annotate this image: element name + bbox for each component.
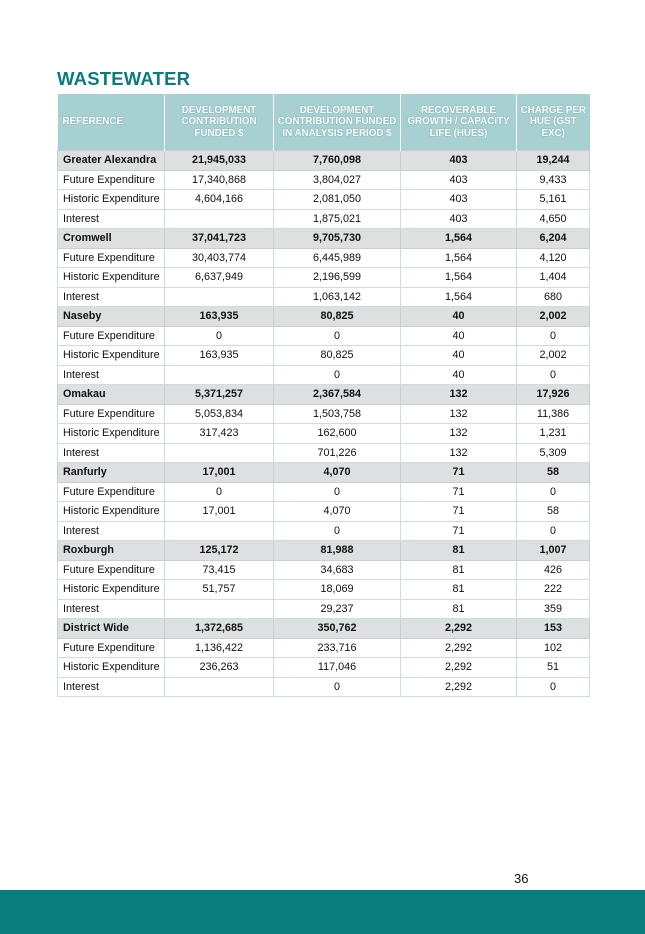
reference-cell: Interest [58, 599, 165, 619]
charge-per-hue-cell: 2,002 [517, 307, 590, 327]
table-row [58, 190, 590, 210]
recoverable-growth-cell: 81 [401, 599, 517, 619]
charge-per-hue-cell: 58 [517, 463, 590, 483]
charge-per-hue-cell: 6,204 [517, 229, 590, 249]
funded-in-period-cell: 162,600 [274, 424, 401, 444]
charge-per-hue-cell: 5,161 [517, 190, 590, 210]
funded-in-period-cell: 0 [274, 482, 401, 502]
table-group-row [58, 385, 590, 405]
reference-cell: Cromwell [58, 229, 165, 249]
recoverable-growth-cell: 71 [401, 463, 517, 483]
contribution-funded-cell: 125,172 [165, 541, 274, 561]
recoverable-growth-cell: 71 [401, 502, 517, 522]
table-group-row [58, 463, 590, 483]
contribution-funded-cell: 1,372,685 [165, 619, 274, 639]
reference-cell: Future Expenditure [58, 248, 165, 268]
table-group-row [58, 619, 590, 639]
reference-cell: Future Expenditure [58, 170, 165, 190]
recoverable-growth-cell: 132 [401, 404, 517, 424]
recoverable-growth-cell: 81 [401, 580, 517, 600]
funded-in-period-cell: 0 [274, 365, 401, 385]
column-header-recoverable-growth: RECOVERABLE GROWTH / CAPACITY LIFE (HUES) [401, 94, 517, 151]
reference-cell: Historic Expenditure [58, 658, 165, 678]
funded-in-period-cell: 1,503,758 [274, 404, 401, 424]
charge-per-hue-cell: 1,007 [517, 541, 590, 561]
reference-cell: Ranfurly [58, 463, 165, 483]
charge-per-hue-cell: 426 [517, 560, 590, 580]
development-contributions-table [57, 94, 590, 697]
charge-per-hue-cell: 680 [517, 287, 590, 307]
reference-cell: Historic Expenditure [58, 580, 165, 600]
reference-cell: Future Expenditure [58, 326, 165, 346]
contribution-funded-cell: 30,403,774 [165, 248, 274, 268]
recoverable-growth-cell: 403 [401, 170, 517, 190]
charge-per-hue-cell: 11,386 [517, 404, 590, 424]
funded-in-period-cell: 80,825 [274, 307, 401, 327]
table-row [58, 521, 590, 541]
contribution-funded-cell [165, 599, 274, 619]
contribution-funded-cell: 0 [165, 326, 274, 346]
table-row [58, 268, 590, 288]
contribution-funded-cell [165, 287, 274, 307]
contribution-funded-cell: 17,001 [165, 502, 274, 522]
table-row [58, 404, 590, 424]
contribution-funded-cell: 6,637,949 [165, 268, 274, 288]
table-row [58, 580, 590, 600]
funded-in-period-cell: 34,683 [274, 560, 401, 580]
recoverable-growth-cell: 2,292 [401, 638, 517, 658]
reference-cell: Future Expenditure [58, 482, 165, 502]
reference-cell: Greater Alexandra [58, 151, 165, 171]
column-header-charge-per-hue: CHARGE PER HUE (GST EXC) [517, 94, 590, 151]
funded-in-period-cell: 2,081,050 [274, 190, 401, 210]
reference-cell: Historic Expenditure [58, 268, 165, 288]
table-row [58, 365, 590, 385]
table-row [58, 209, 590, 229]
recoverable-growth-cell: 81 [401, 560, 517, 580]
recoverable-growth-cell: 132 [401, 443, 517, 463]
table-body [58, 151, 590, 697]
funded-in-period-cell: 3,804,027 [274, 170, 401, 190]
table-row [58, 638, 590, 658]
table-row [58, 287, 590, 307]
table-row [58, 560, 590, 580]
charge-per-hue-cell: 0 [517, 482, 590, 502]
contribution-funded-cell: 5,371,257 [165, 385, 274, 405]
charge-per-hue-cell: 1,231 [517, 424, 590, 444]
charge-per-hue-cell: 5,309 [517, 443, 590, 463]
charge-per-hue-cell: 1,404 [517, 268, 590, 288]
reference-cell: Interest [58, 677, 165, 697]
table-row [58, 658, 590, 678]
contribution-funded-cell: 17,001 [165, 463, 274, 483]
charge-per-hue-cell: 0 [517, 521, 590, 541]
funded-in-period-cell: 18,069 [274, 580, 401, 600]
reference-cell: Future Expenditure [58, 638, 165, 658]
charge-per-hue-cell: 2,002 [517, 346, 590, 366]
charge-per-hue-cell: 58 [517, 502, 590, 522]
charge-per-hue-cell: 102 [517, 638, 590, 658]
table-row [58, 599, 590, 619]
table-group-row [58, 151, 590, 171]
recoverable-growth-cell: 403 [401, 209, 517, 229]
reference-cell: Omakau [58, 385, 165, 405]
charge-per-hue-cell: 222 [517, 580, 590, 600]
funded-in-period-cell: 4,070 [274, 463, 401, 483]
funded-in-period-cell: 0 [274, 521, 401, 541]
table-row [58, 424, 590, 444]
table-row [58, 248, 590, 268]
recoverable-growth-cell: 81 [401, 541, 517, 561]
funded-in-period-cell: 0 [274, 677, 401, 697]
contribution-funded-cell: 51,757 [165, 580, 274, 600]
table-group-row [58, 307, 590, 327]
reference-cell: Historic Expenditure [58, 346, 165, 366]
contribution-funded-cell: 236,263 [165, 658, 274, 678]
funded-in-period-cell: 2,196,599 [274, 268, 401, 288]
contribution-funded-cell: 163,935 [165, 346, 274, 366]
recoverable-growth-cell: 1,564 [401, 248, 517, 268]
reference-cell: Historic Expenditure [58, 190, 165, 210]
funded-in-period-cell: 80,825 [274, 346, 401, 366]
recoverable-growth-cell: 1,564 [401, 287, 517, 307]
contribution-funded-cell [165, 209, 274, 229]
recoverable-growth-cell: 2,292 [401, 658, 517, 678]
reference-cell: Historic Expenditure [58, 424, 165, 444]
contribution-funded-cell [165, 677, 274, 697]
charge-per-hue-cell: 0 [517, 326, 590, 346]
contribution-funded-cell: 37,041,723 [165, 229, 274, 249]
funded-in-period-cell: 9,705,730 [274, 229, 401, 249]
table-row [58, 170, 590, 190]
reference-cell: Interest [58, 209, 165, 229]
contribution-funded-cell [165, 521, 274, 541]
recoverable-growth-cell: 71 [401, 482, 517, 502]
funded-in-period-cell: 2,367,584 [274, 385, 401, 405]
contribution-funded-cell: 17,340,868 [165, 170, 274, 190]
charge-per-hue-cell: 19,244 [517, 151, 590, 171]
funded-in-period-cell: 7,760,098 [274, 151, 401, 171]
reference-cell: Interest [58, 521, 165, 541]
charge-per-hue-cell: 0 [517, 365, 590, 385]
funded-in-period-cell: 233,716 [274, 638, 401, 658]
recoverable-growth-cell: 1,564 [401, 268, 517, 288]
recoverable-growth-cell: 403 [401, 151, 517, 171]
charge-per-hue-cell: 9,433 [517, 170, 590, 190]
recoverable-growth-cell: 40 [401, 326, 517, 346]
charge-per-hue-cell: 0 [517, 677, 590, 697]
charge-per-hue-cell: 51 [517, 658, 590, 678]
table-row [58, 326, 590, 346]
recoverable-growth-cell: 403 [401, 190, 517, 210]
table-row [58, 482, 590, 502]
reference-cell: Future Expenditure [58, 560, 165, 580]
charge-per-hue-cell: 359 [517, 599, 590, 619]
recoverable-growth-cell: 1,564 [401, 229, 517, 249]
recoverable-growth-cell: 2,292 [401, 677, 517, 697]
reference-cell: Interest [58, 443, 165, 463]
reference-cell: District Wide [58, 619, 165, 639]
table-row [58, 677, 590, 697]
table-group-row [58, 541, 590, 561]
contribution-funded-cell: 317,423 [165, 424, 274, 444]
table-row [58, 346, 590, 366]
funded-in-period-cell: 6,445,989 [274, 248, 401, 268]
contribution-funded-cell [165, 443, 274, 463]
funded-in-period-cell: 701,226 [274, 443, 401, 463]
table-group-row [58, 229, 590, 249]
charge-per-hue-cell: 4,120 [517, 248, 590, 268]
recoverable-growth-cell: 40 [401, 365, 517, 385]
contribution-funded-cell: 0 [165, 482, 274, 502]
recoverable-growth-cell: 40 [401, 346, 517, 366]
table-row [58, 502, 590, 522]
charge-per-hue-cell: 153 [517, 619, 590, 639]
contribution-funded-cell: 1,136,422 [165, 638, 274, 658]
funded-in-period-cell: 81,988 [274, 541, 401, 561]
charge-per-hue-cell: 17,926 [517, 385, 590, 405]
table-header-row [58, 94, 590, 151]
contribution-funded-cell: 73,415 [165, 560, 274, 580]
recoverable-growth-cell: 2,292 [401, 619, 517, 639]
page-title: WASTEWATER [57, 68, 191, 89]
contribution-funded-cell: 21,945,033 [165, 151, 274, 171]
contribution-funded-cell: 5,053,834 [165, 404, 274, 424]
reference-cell: Future Expenditure [58, 404, 165, 424]
funded-in-period-cell: 1,063,142 [274, 287, 401, 307]
contribution-funded-cell: 163,935 [165, 307, 274, 327]
charge-per-hue-cell: 4,650 [517, 209, 590, 229]
recoverable-growth-cell: 40 [401, 307, 517, 327]
reference-cell: Roxburgh [58, 541, 165, 561]
funded-in-period-cell: 1,875,021 [274, 209, 401, 229]
funded-in-period-cell: 350,762 [274, 619, 401, 639]
column-header-contribution-funded: DEVELOPMENT CONTRIBUTION FUNDED $ [165, 94, 274, 151]
funded-in-period-cell: 29,237 [274, 599, 401, 619]
contribution-funded-cell: 4,604,166 [165, 190, 274, 210]
recoverable-growth-cell: 71 [401, 521, 517, 541]
footer-band [0, 890, 645, 934]
reference-cell: Historic Expenditure [58, 502, 165, 522]
reference-cell: Naseby [58, 307, 165, 327]
recoverable-growth-cell: 132 [401, 385, 517, 405]
table-row [58, 443, 590, 463]
funded-in-period-cell: 117,046 [274, 658, 401, 678]
contribution-funded-cell [165, 365, 274, 385]
reference-cell: Interest [58, 287, 165, 307]
page-number: 36 [514, 871, 529, 886]
reference-cell: Interest [58, 365, 165, 385]
funded-in-period-cell: 4,070 [274, 502, 401, 522]
column-header-reference: REFERENCE [58, 94, 165, 151]
recoverable-growth-cell: 132 [401, 424, 517, 444]
column-header-funded-in-analysis-period: DEVELOPMENT CONTRIBUTION FUNDED IN ANALYSIS PERIOD $ [274, 94, 401, 151]
funded-in-period-cell: 0 [274, 326, 401, 346]
